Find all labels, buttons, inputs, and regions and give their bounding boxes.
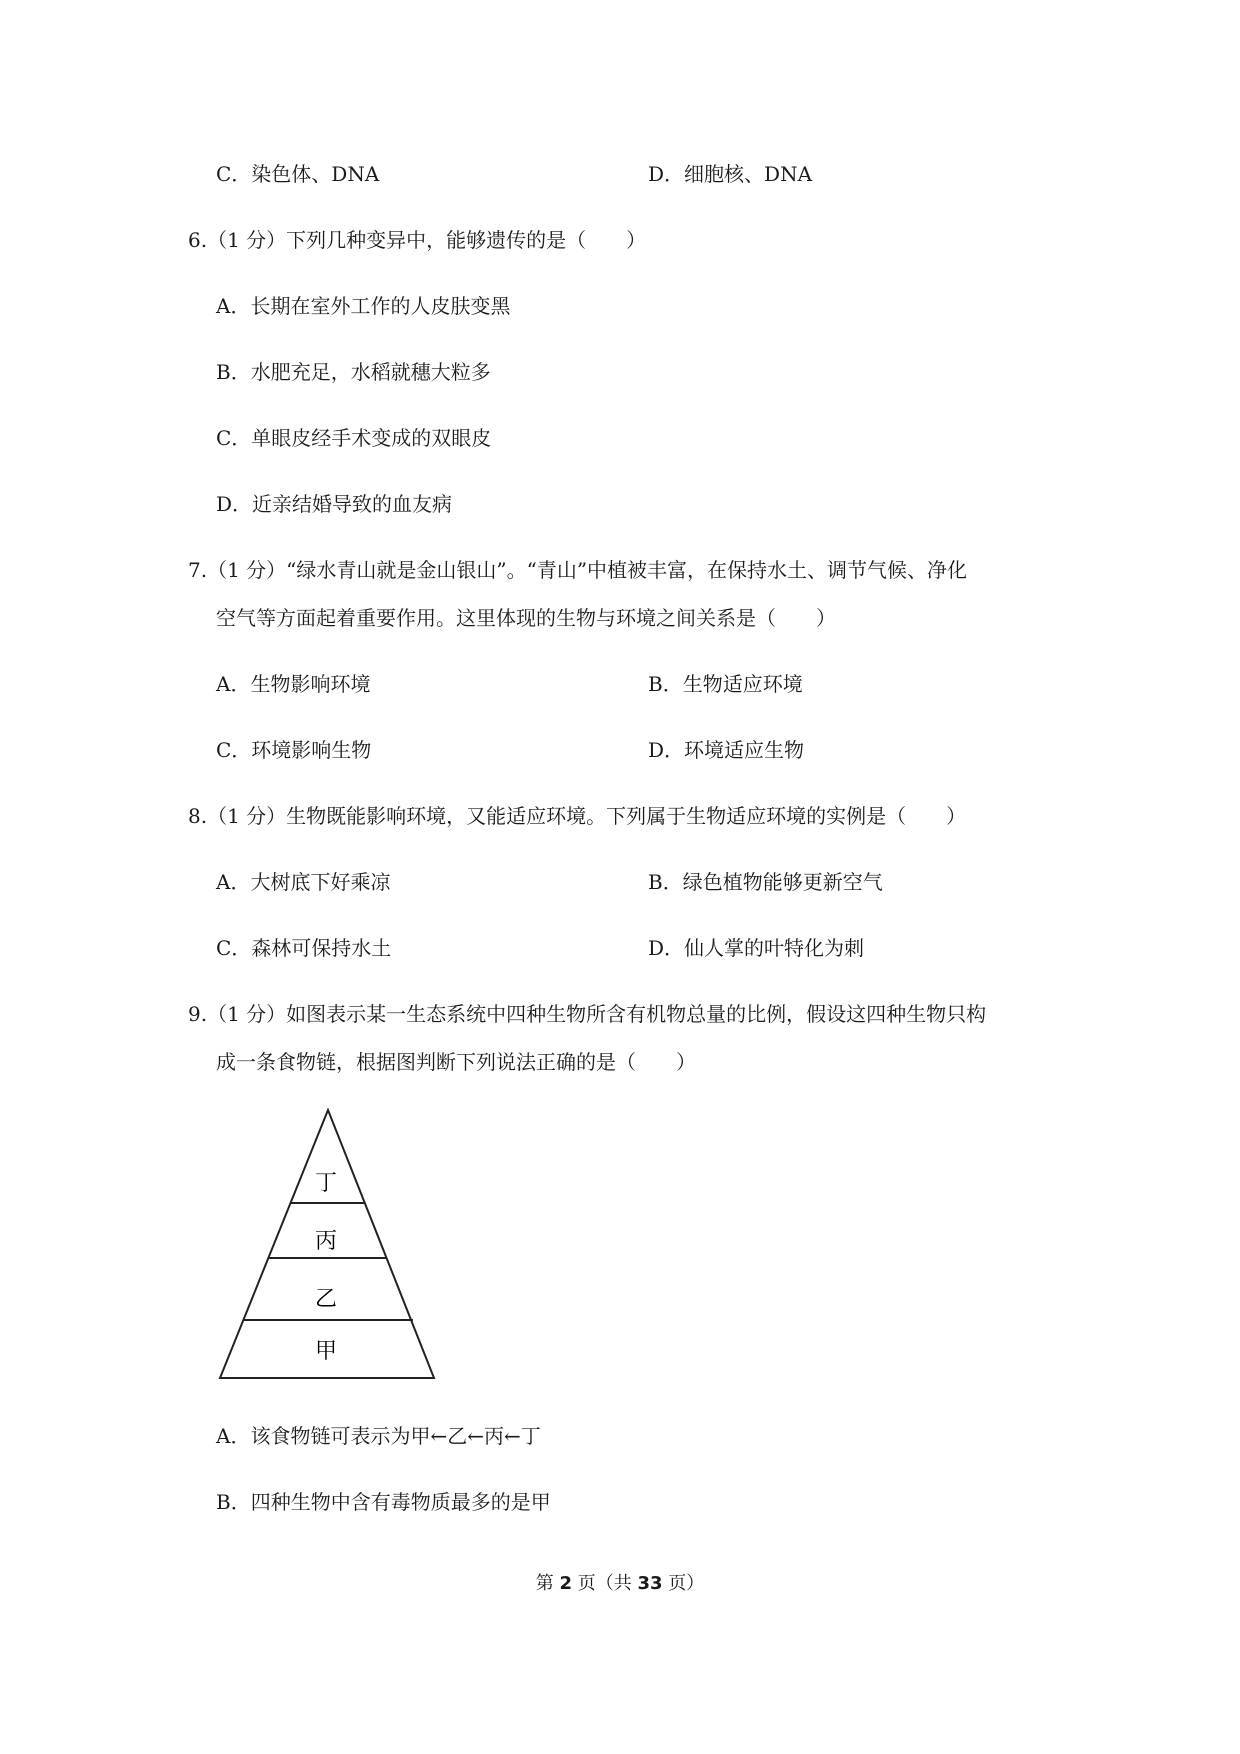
- footer-suffix: 页）: [662, 1573, 705, 1594]
- q5-option-d: D．细胞核、DNA: [648, 162, 813, 186]
- footer-middle: 页（共: [572, 1573, 638, 1594]
- q8-option-a: A．大树底下好乘凉: [216, 870, 391, 894]
- q7-option-c: C．环境影响生物: [216, 738, 372, 762]
- footer-total-pages: 33: [637, 1573, 663, 1594]
- q6-option-b: B．水肥充足，水稻就穗大粒多: [216, 360, 491, 384]
- q9-stem-line1: 9.（1 分）如图表示某一生态系统中四种生物所含有机物总量的比例，假设这四种生物只构: [188, 1002, 987, 1026]
- q5-option-c: C．染色体、DNA: [216, 162, 380, 186]
- pyramid-level-jia: 甲: [314, 1339, 338, 1364]
- q9-option-b: B．四种生物中含有毒物质最多的是甲: [216, 1490, 551, 1514]
- q6-option-d: D．近亲结婚导致的血友病: [216, 492, 453, 516]
- pyramid-level-bing: 丙: [314, 1229, 338, 1254]
- q8-option-b: B．绿色植物能够更新空气: [648, 870, 883, 894]
- footer-page-number: 2: [559, 1573, 572, 1594]
- q7-option-b: B．生物适应环境: [648, 672, 803, 696]
- q8-option-c: C．森林可保持水土: [216, 936, 392, 960]
- footer-prefix: 第: [535, 1573, 560, 1594]
- page-footer: [0, 1572, 1240, 1596]
- q7-option-a: A．生物影响环境: [216, 672, 371, 696]
- q7-option-d: D．环境适应生物: [648, 738, 805, 762]
- energy-pyramid-diagram: [218, 1108, 444, 1384]
- q7-stem-line2: 空气等方面起着重要作用。这里体现的生物与环境之间关系是（ ）: [216, 606, 836, 630]
- pyramid-level-ding: 丁: [314, 1171, 338, 1196]
- q7-stem-line1: 7.（1 分）“绿水青山就是金山银山”。“青山”中植被丰富，在保持水土、调节气候、净化: [188, 558, 968, 582]
- pyramid-level-yi: 乙: [314, 1287, 338, 1312]
- q6-option-c: C．单眼皮经手术变成的双眼皮: [216, 426, 492, 450]
- q6-stem: 6.（1 分）下列几种变异中，能够遗传的是（ ）: [188, 228, 647, 252]
- q9-option-a: A．该食物链可表示为甲←乙←丙←丁: [216, 1424, 541, 1448]
- q8-option-d: D．仙人掌的叶特化为刺: [648, 936, 865, 960]
- q6-option-a: A．长期在室外工作的人皮肤变黑: [216, 294, 511, 318]
- q9-stem-line2: 成一条食物链，根据图判断下列说法正确的是（ ）: [216, 1050, 696, 1074]
- q8-stem: 8.（1 分）生物既能影响环境，又能适应环境。下列属于生物适应环境的实例是（ ）: [188, 804, 967, 828]
